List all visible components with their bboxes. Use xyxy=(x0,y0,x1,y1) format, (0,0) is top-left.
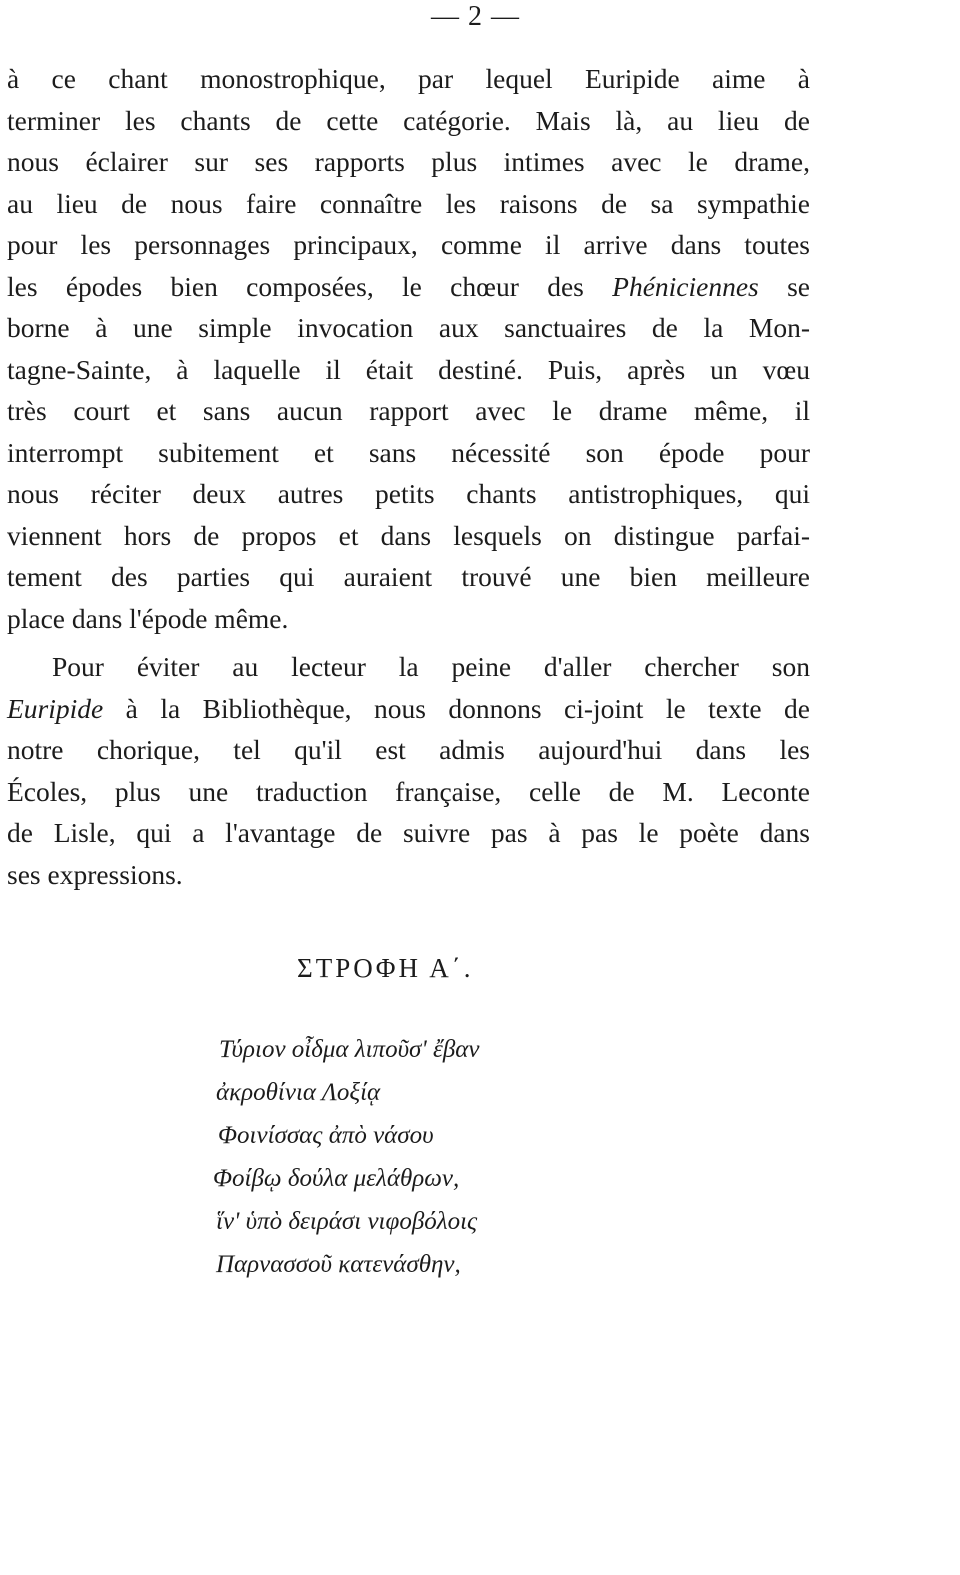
text-line: tagne-Sainte, à laquelle il était destiné. Puis, après un vœu xyxy=(7,353,810,385)
verse-line: Τύριον οἶδμα λιποῦσ' ἔβαν xyxy=(219,1036,480,1063)
paragraph-1 xyxy=(0,58,960,639)
text-line: Écoles, plus une traduction française, celle de M. Leconte xyxy=(7,775,810,807)
text-line: nous éclairer sur ses rapports plus intimes avec le drame, xyxy=(7,146,810,177)
paragraph-2 xyxy=(0,646,960,895)
text-segment: se xyxy=(758,270,810,302)
text-line: place dans l'épode même. xyxy=(7,602,289,634)
text-segment: les épodes bien composées, le chœur des xyxy=(7,270,613,302)
verse-line: Φοινίσσας ἀπὸ νάσου xyxy=(218,1122,434,1149)
text-line: très court et sans aucun rapport avec le drame même, il xyxy=(7,395,810,426)
italic-title-euripide: Euripide xyxy=(7,692,104,724)
text-line: de Lisle, qui a l'avantage de suivre pas à pas le poète dans xyxy=(7,817,810,848)
page-number: — 2 — xyxy=(431,1,520,32)
text-line: nous réciter deux autres petits chants antistrophiques, qui xyxy=(7,478,810,509)
text-line: à ce chant monostrophique, par lequel Euripide aime à xyxy=(7,63,810,94)
text-line: au lieu de nous faire connaître les raisons de sa sympathie xyxy=(7,187,810,219)
text-line: interrompt subitement et sans nécessité son épode pour xyxy=(7,436,810,468)
verse-line: ἀκροθίνια Λοξίᾳ xyxy=(216,1079,381,1106)
italic-title-pheniciennes: Phéniciennes xyxy=(612,270,759,302)
verse-line: ἵν' ὑπὸ δειράσι νιφοβόλοις xyxy=(216,1208,478,1235)
verse-line: Φοίβῳ δούλα μελάθρων, xyxy=(213,1165,460,1192)
text-line: viennent hors de propos et dans lesquels on distingue parfai- xyxy=(7,519,810,551)
text-line: Pour éviter au lecteur la peine d'aller chercher son xyxy=(52,651,810,682)
text-line xyxy=(0,266,960,308)
text-line: pour les personnages principaux, comme il arrive dans toutes xyxy=(7,229,810,260)
text-line: tement des parties qui auraient trouvé une bien meilleure xyxy=(7,561,810,592)
text-line xyxy=(0,688,960,730)
strophe-heading: ΣΤΡΟΦΗ Α΄. xyxy=(297,953,474,983)
text-line: terminer les chants de cette catégorie. Mais là, au lieu de xyxy=(7,104,810,136)
text-line: ses expressions. xyxy=(7,858,183,890)
text-line: notre chorique, tel qu'il est admis aujourd'hui dans les xyxy=(7,734,810,765)
verse-line: Παρνασσοῦ κατενάσθην, xyxy=(216,1251,461,1278)
text-line: borne à une simple invocation aux sanctuaires de la Mon- xyxy=(7,312,810,343)
text-segment: à la Bibliothèque, nous donnons ci-joint le texte de xyxy=(103,692,810,724)
greek-verse xyxy=(0,1028,960,1286)
